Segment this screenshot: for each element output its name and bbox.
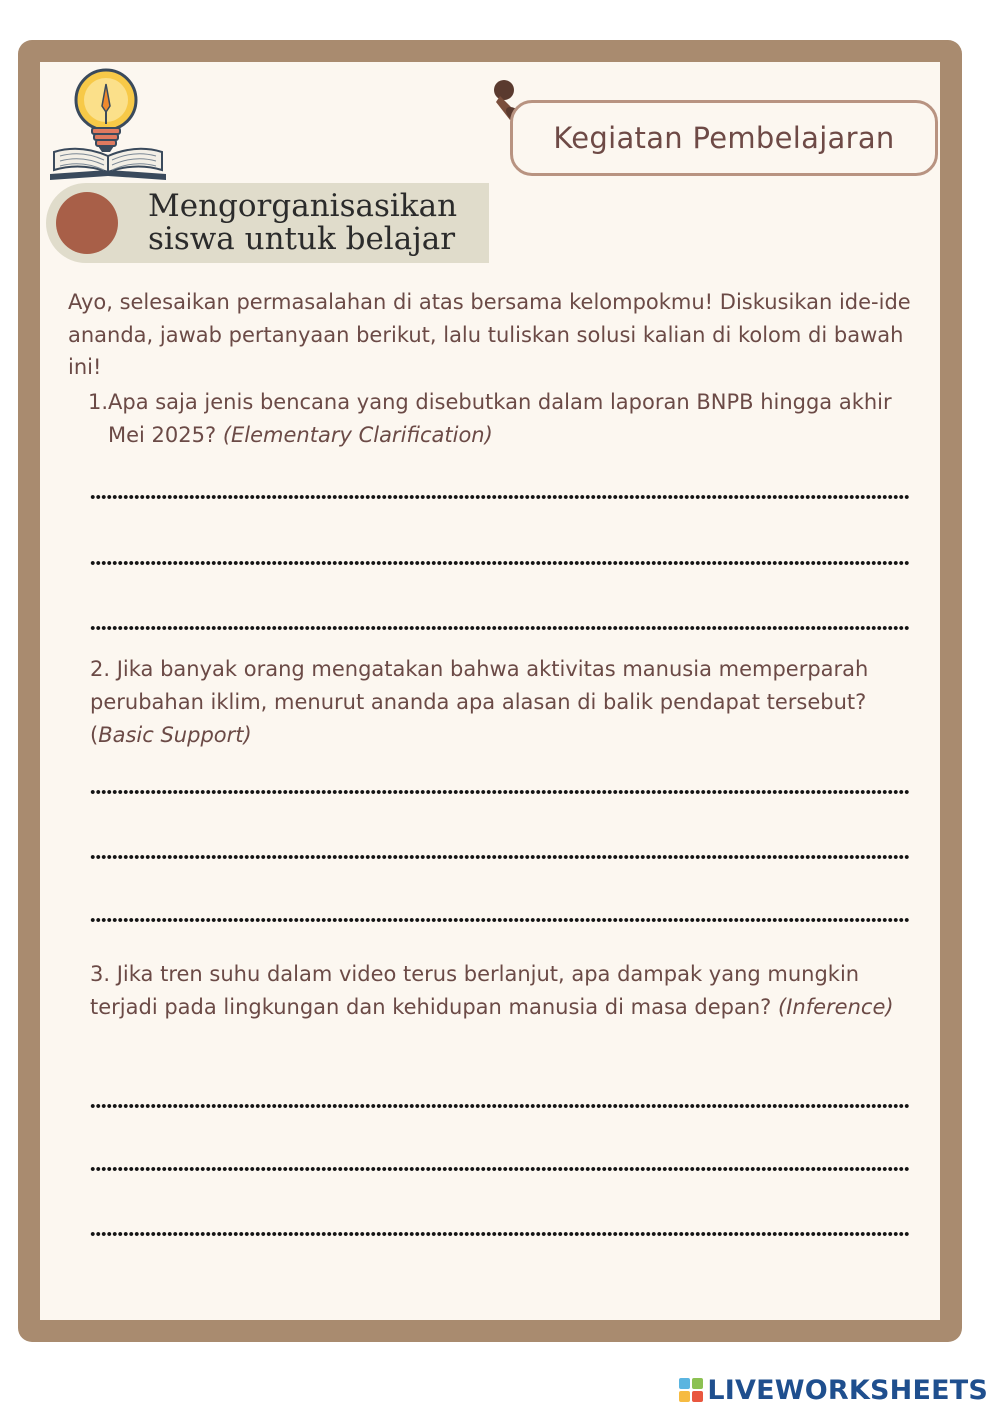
answer-line-3a[interactable] bbox=[90, 1104, 910, 1108]
section-title-line2: siswa untuk belajar bbox=[148, 221, 456, 257]
liveworksheets-logo-icon bbox=[679, 1378, 703, 1404]
answer-line-2c[interactable] bbox=[90, 918, 910, 922]
answer-line-3b[interactable] bbox=[90, 1167, 910, 1171]
instructions-paragraph: Ayo, selesaikan permasalahan di atas bersama kelompokmu! Diskusikan ide-ide ananda, jawab pertanyaan berikut, lalu tuliskan solusi kalian di kolom di bawah ini! bbox=[68, 290, 911, 379]
answer-line-3c[interactable] bbox=[90, 1232, 910, 1236]
question-2-number: 2. bbox=[90, 657, 111, 681]
answer-line-1c[interactable] bbox=[90, 626, 910, 630]
question-3-number: 3. bbox=[90, 962, 111, 986]
brand-text: LIVEWORKSHEETS bbox=[707, 1375, 988, 1406]
answer-line-2a[interactable] bbox=[90, 790, 910, 794]
lightbulb-book-icon bbox=[46, 66, 170, 184]
question-1 bbox=[108, 386, 908, 451]
question-1-text: Apa saja jenis bencana yang disebutkan dalam laporan BNPB hingga akhir Mei 2025? bbox=[108, 390, 892, 447]
question-3-skill-tag: (Inference) bbox=[778, 995, 894, 1019]
question-2-skill-tag: Basic Support) bbox=[98, 723, 252, 747]
activity-label-box bbox=[510, 100, 938, 176]
question-2-text: Jika banyak orang mengatakan bahwa aktivitas manusia memperparah perubahan iklim, menurut ananda apa alasan di balik pendapat tersebut? bbox=[90, 657, 869, 714]
question-2-tag-open: ( bbox=[90, 723, 99, 747]
section-title bbox=[148, 190, 488, 256]
question-1-number: 1. bbox=[88, 390, 109, 414]
question-2 bbox=[90, 653, 920, 752]
question-3 bbox=[90, 958, 920, 1024]
question-3-text: Jika tren suhu dalam video terus berlanjut, apa dampak yang mungkin terjadi pada lingkungan dan kehidupan manusia di masa depan? bbox=[90, 962, 860, 1019]
answer-line-1b[interactable] bbox=[90, 561, 910, 565]
activity-label: Kegiatan Pembelajaran bbox=[553, 121, 895, 155]
answer-line-2b[interactable] bbox=[90, 855, 910, 859]
section-title-line1: Mengorganisasikan bbox=[148, 188, 458, 224]
question-1-skill-tag: (Elementary Clarification) bbox=[222, 422, 493, 447]
liveworksheets-brand[interactable] bbox=[679, 1375, 988, 1406]
answer-line-1a[interactable] bbox=[90, 495, 910, 499]
section-dot-icon bbox=[56, 192, 118, 254]
